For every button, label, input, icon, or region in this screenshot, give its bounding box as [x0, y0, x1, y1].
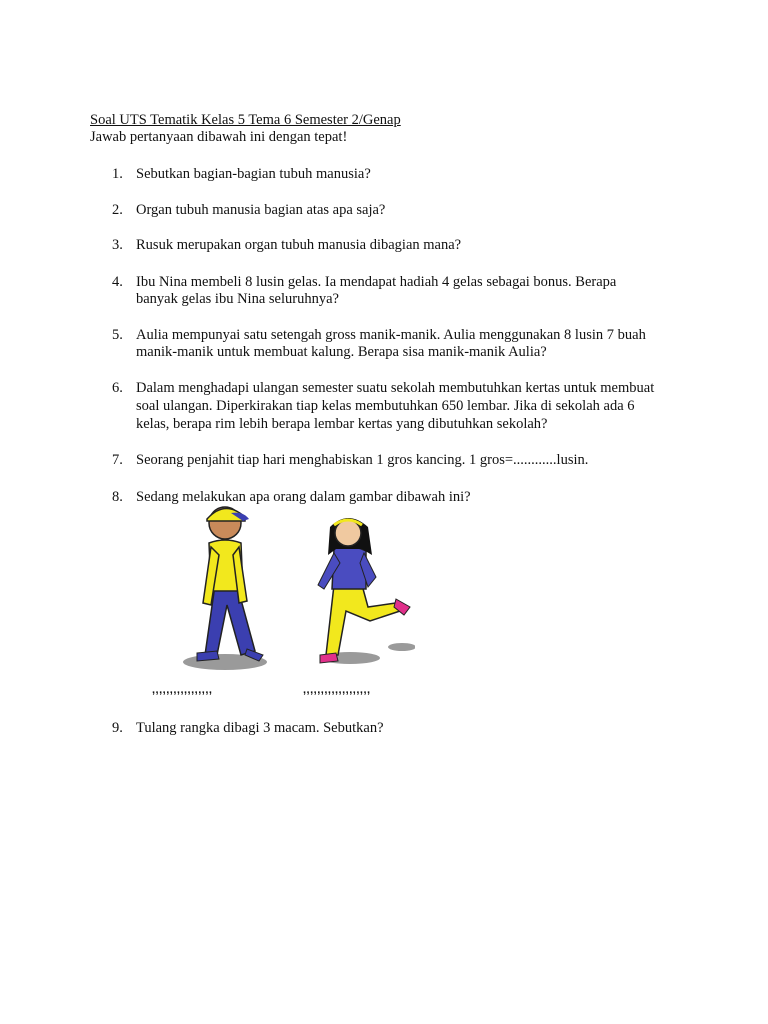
question-number: 1.	[112, 166, 123, 182]
boy-walking-figure	[183, 507, 267, 670]
question-text: Sebutkan bagian-bagian tubuh manusia?	[136, 166, 371, 182]
question-text: Ibu Nina membeli 8 lusin gelas. Ia mendapat hadiah 4 gelas sebagai bonus. Berapa	[136, 274, 617, 290]
question-number: 6.	[112, 380, 123, 396]
question-text: Organ tubuh manusia bagian atas apa saja?	[136, 202, 386, 218]
question-text: Seorang penjahit tiap hari menghabiskan 1 gros kancing. 1 gros=............lusin.	[136, 452, 589, 468]
instruction: Jawab pertanyaan dibawah ini dengan tepat!	[90, 129, 348, 145]
question-number: 8.	[112, 489, 123, 505]
question-number: 2.	[112, 202, 123, 218]
question-text: Sedang melakukan apa orang dalam gambar dibawah ini?	[136, 489, 471, 505]
question-text: banyak gelas ibu Nina seluruhnya?	[136, 291, 339, 307]
question-number: 4.	[112, 274, 123, 290]
question-number: 7.	[112, 452, 123, 468]
answer-blank-2: ,,,,,,,,,,,,,,,,,,,	[303, 684, 371, 696]
question-number: 9.	[112, 720, 123, 736]
question-text: soal ulangan. Diperkirakan tiap kelas membutuhkan 650 lembar. Jika di sekolah ada 6	[136, 398, 635, 414]
question-text: kelas, berapa rim lebih berapa lembar kertas yang dibutuhkan sekolah?	[136, 416, 548, 432]
question-text: manik-manik untuk membuat kalung. Berapa sisa manik-manik Aulia?	[136, 344, 547, 360]
document-title: Soal UTS Tematik Kelas 5 Tema 6 Semester 2/Genap	[90, 112, 401, 128]
question-text: Aulia mempunyai satu setengah gross manik-manik. Aulia menggunakan 8 lusin 7 buah	[136, 327, 646, 343]
question-text: Dalam menghadapi ulangan semester suatu sekolah membutuhkan kertas untuk membuat	[136, 380, 655, 396]
girl-running-figure	[318, 518, 415, 664]
illustration-walking-running-children	[175, 505, 415, 675]
question-number: 3.	[112, 237, 123, 253]
question-text: Rusuk merupakan organ tubuh manusia dibagian mana?	[136, 237, 462, 253]
answer-blank-1: ,,,,,,,,,,,,,,,,,	[152, 684, 213, 696]
question-text: Tulang rangka dibagi 3 macam. Sebutkan?	[136, 720, 384, 736]
question-number: 5.	[112, 327, 123, 343]
